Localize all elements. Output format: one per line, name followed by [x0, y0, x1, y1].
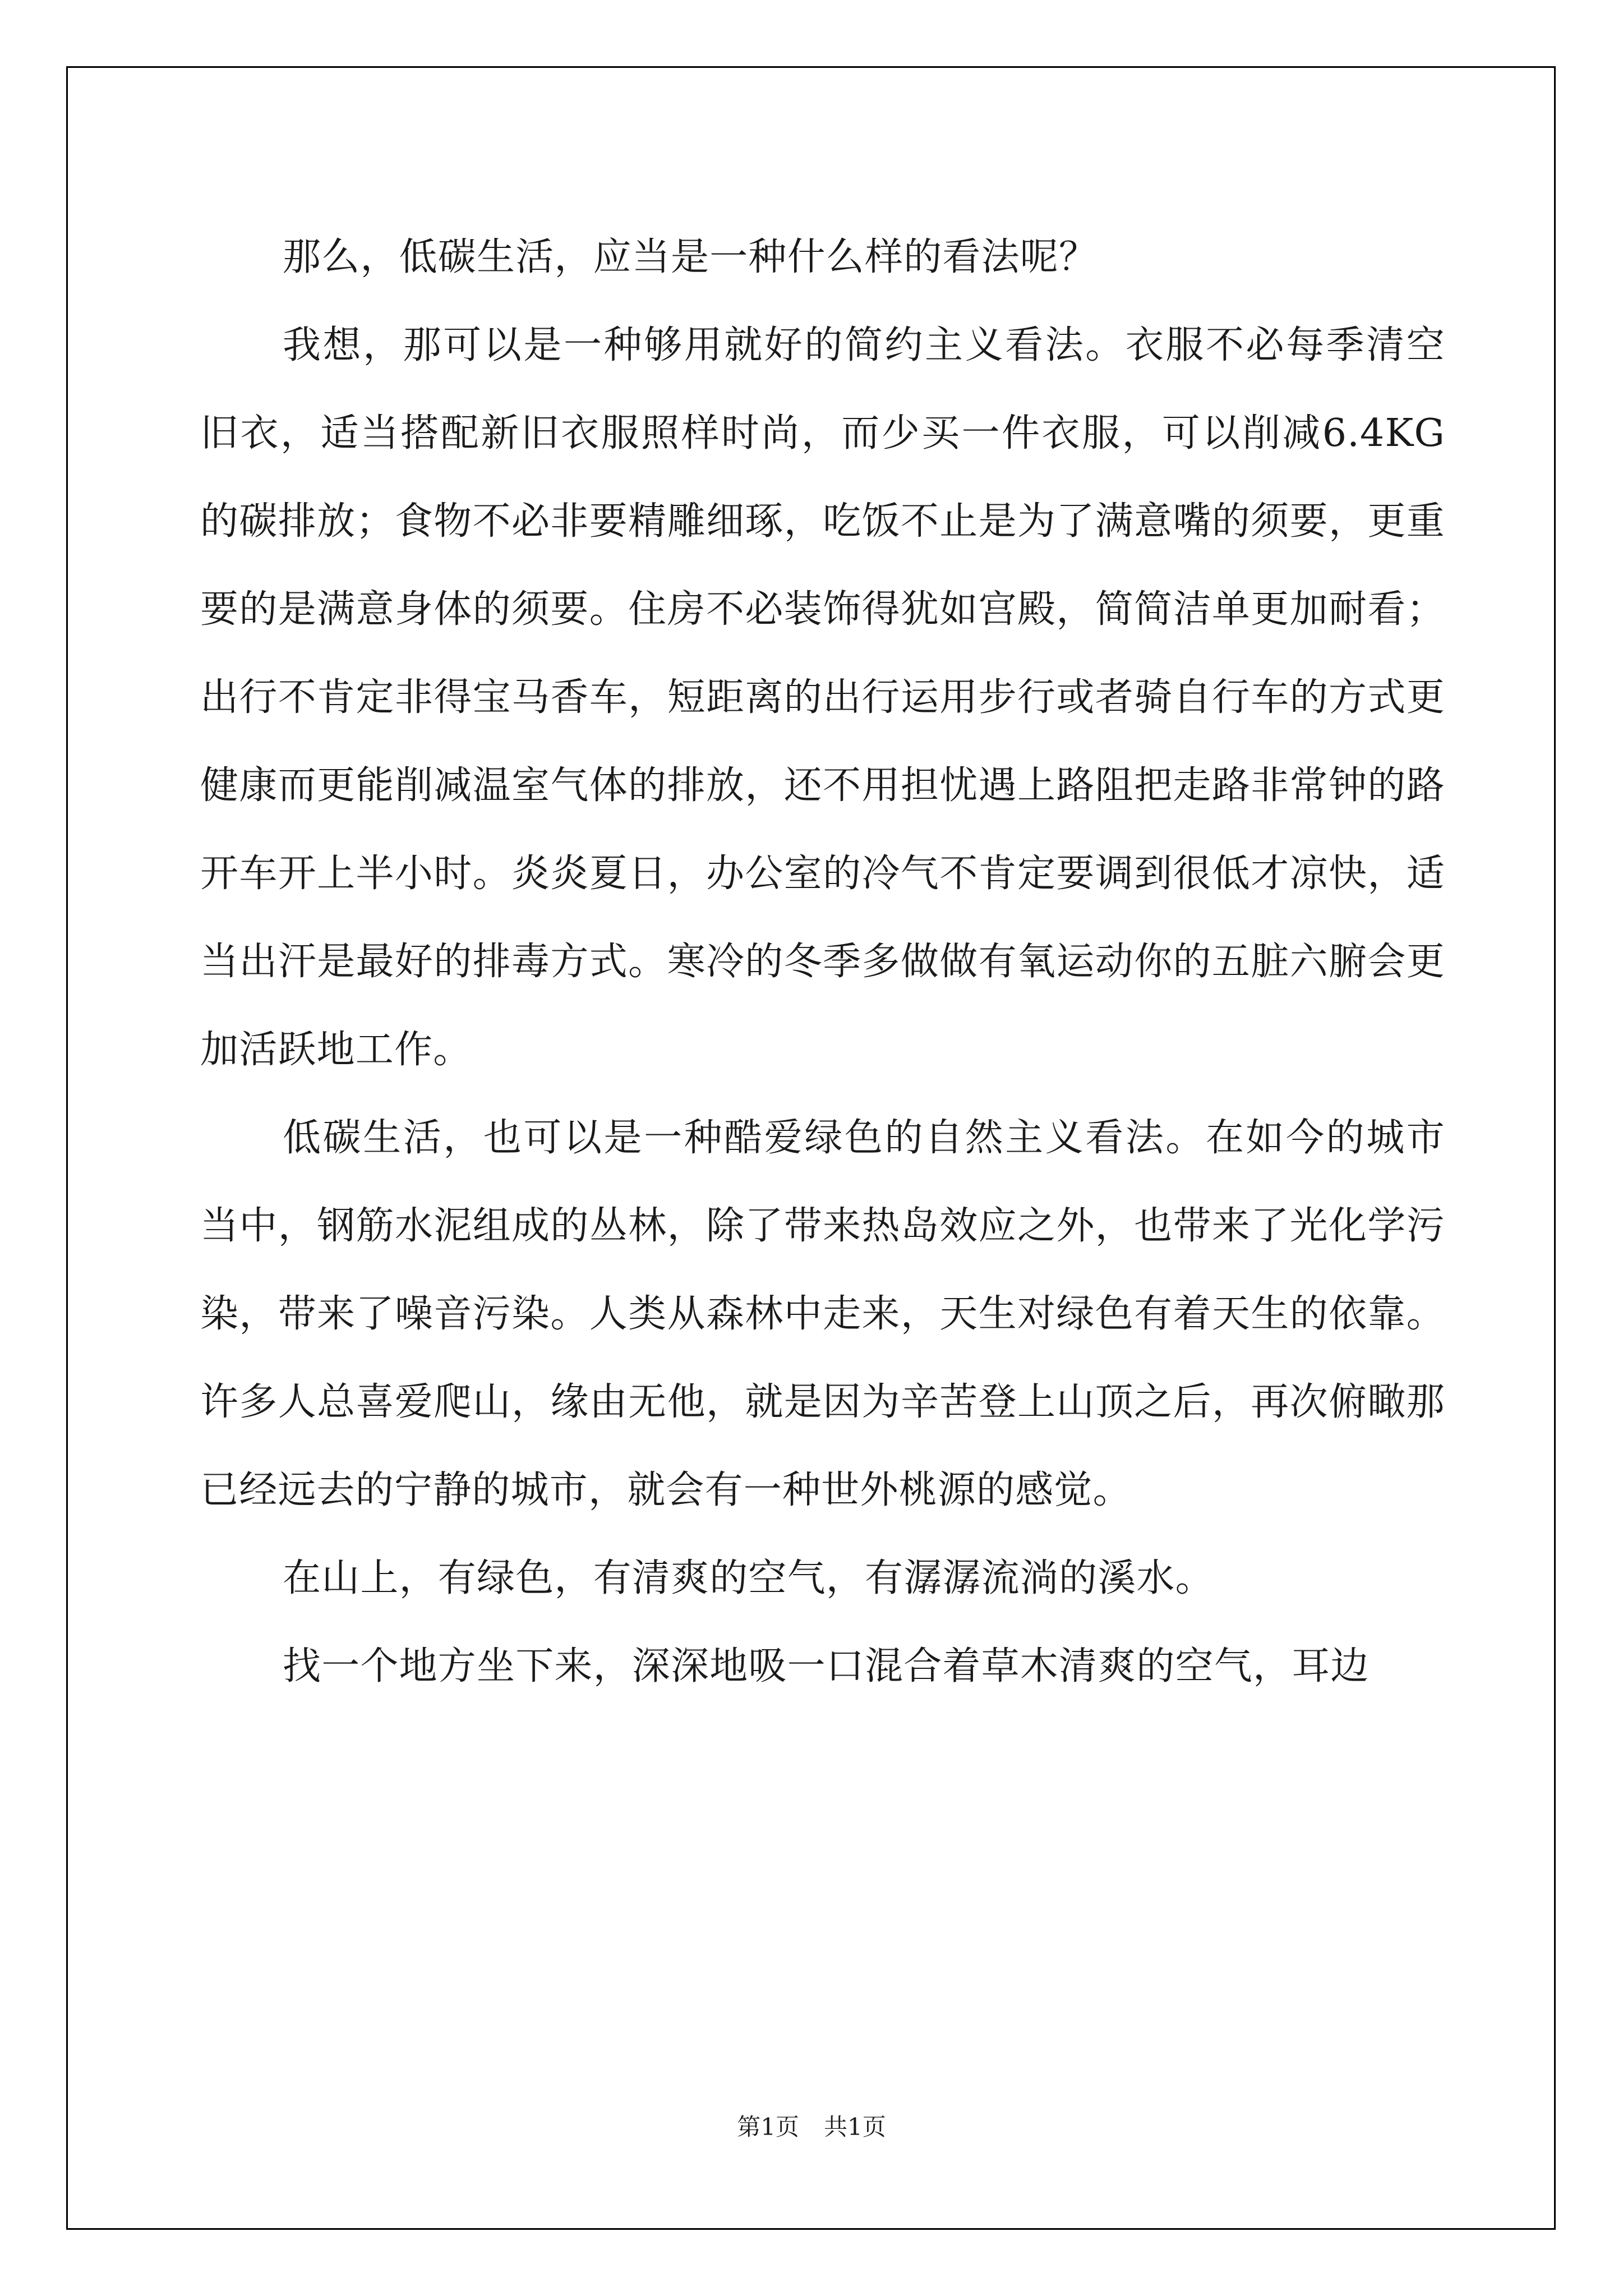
document-body — [200, 213, 1445, 1710]
paragraph: 低碳生活，也可以是一种酷爱绿色的自然主义看法。在如今的城市当中，钢筋水泥组成的丛林，除了带来热岛效应之外，也带来了光化学污染，带来了噪音污染。人类从森林中走来，天生对绿色有着天生的依靠。许多人总喜爱爬山，缘由无他，就是因为辛苦登上山顶之后，再次俯瞰那已经远去的宁静的城市，就会有一种世外桃源的感觉。 — [200, 1116, 1445, 1512]
paragraph: 找一个地方坐下来，深深地吸一口混合着草木清爽的空气，耳边 — [283, 1644, 1370, 1688]
page-number: 第1页 — [737, 2113, 799, 2141]
paragraph: 那么，低碳生活，应当是一种什么样的看法呢？ — [283, 235, 1098, 279]
page-footer — [0, 2110, 1623, 2144]
page-total: 共1页 — [824, 2113, 886, 2141]
paragraph: 我想，那可以是一种够用就好的简约主义看法。衣服不必每季清空旧衣，适当搭配新旧衣服照样时尚，而少买一件衣服，可以削减6.4KG的碳排放；食物不必非要精雕细琢，吃饭不止是为了满意嘴的须要，更重要的是满意身体的须要。住房不必装饰得犹如宫殿，简简洁单更加耐看；出行不肯定非得宝马香车，短距离的出行运用步行或者骑自行车的方式更健康而更能削减温室气体的排放，还不用担忧遇上路阻把走路非常钟的路开车开上半小时。炎炎夏日，办公室的冷气不肯定要调到很低才凉快，适当出汗是最好的排毒方式。寒冷的冬季多做做有氧运动你的五脏六腑会更加活跃地工作。 — [200, 323, 1445, 1072]
paragraph: 在山上，有绿色，有清爽的空气，有潺潺流淌的溪水。 — [283, 1556, 1214, 1600]
